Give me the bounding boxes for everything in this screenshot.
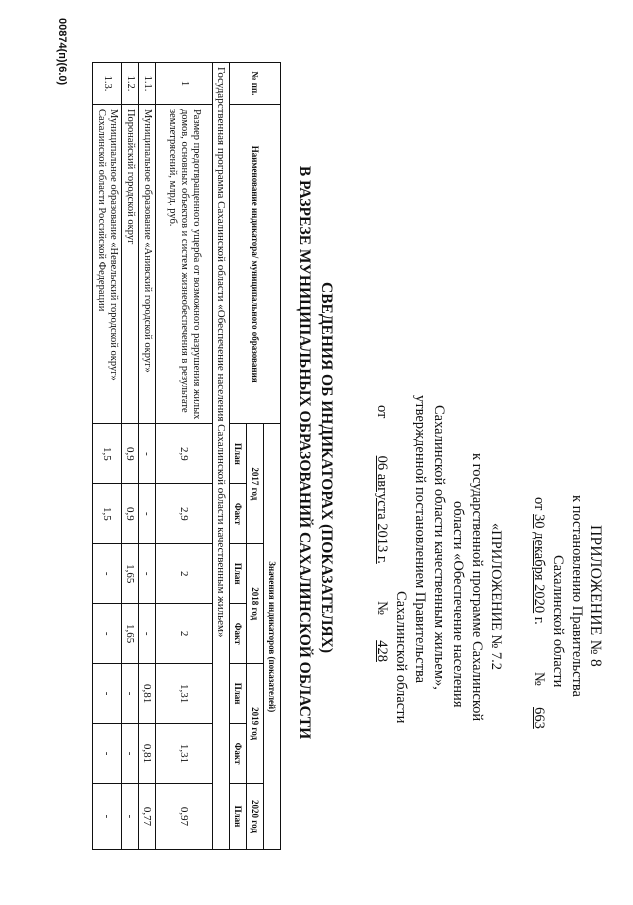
appendix-7-2-line: области «Обеспечение населения (450, 501, 466, 708)
appendix-7-2-block (372, 395, 505, 723)
appendix-8-line: Сахалинской области (550, 555, 566, 688)
value-cell: 1,65 (122, 544, 139, 604)
value-cell: 0,81 (139, 664, 156, 724)
value-cell: - (93, 783, 122, 849)
appendix-7-2-title: «ПРИЛОЖЕНИЕ № 7.2 (488, 523, 504, 671)
year-header: 2019 год (247, 664, 264, 784)
row-name-cell: Муниципальное образование «Анивский городской округ» (139, 104, 156, 424)
appendix-7-2-line: к государственной программе Сахалинской (469, 453, 485, 722)
value-cell: 1,5 (93, 424, 122, 484)
value-cell: 0,81 (139, 724, 156, 784)
appendix-7-2-date-line (372, 395, 391, 723)
column-header-values: Значения индикаторов (показателей) (264, 424, 281, 850)
column-header-name: Наименование индикатора/ муниципального образования (230, 104, 281, 424)
table-row (139, 63, 156, 850)
page-subtitle: В РАЗРЕЗЕ МУНИЦИПАЛЬНЫХ ОБРАЗОВАНИЙ САХАЛИНСКОЙ ОБЛАСТИ (296, 165, 313, 740)
value-cell: - (139, 484, 156, 544)
year-header: 2020 год (247, 783, 264, 849)
plan-header: План (230, 544, 247, 604)
fact-header: Факт (230, 724, 247, 784)
page-title: СВЕДЕНИЯ ОБ ИНДИКАТОРАХ (ПОКАЗАТЕЛЯХ) (318, 282, 335, 653)
program-number: 428 (374, 640, 390, 662)
value-cell: 0,9 (122, 424, 139, 484)
value-cell: - (139, 424, 156, 484)
indicators-table (92, 62, 281, 850)
fact-header: Факт (230, 484, 247, 544)
year-header: 2017 год (247, 424, 264, 544)
value-cell: 0,77 (139, 783, 156, 849)
decree-number: 663 (531, 707, 547, 729)
appendix-7-2-line: Сахалинской области (393, 591, 409, 724)
row-number-cell: 1.1. (139, 63, 156, 105)
decree-day: 30 (531, 514, 547, 529)
value-cell: - (139, 544, 156, 604)
value-cell: 2 (156, 544, 213, 604)
value-cell: 2,9 (156, 424, 213, 484)
year-header: 2018 год (247, 544, 264, 664)
table-header-row (264, 63, 281, 850)
value-cell: - (93, 664, 122, 724)
plan-header: План (230, 424, 247, 484)
value-cell: 1,5 (93, 484, 122, 544)
number-label: № (374, 601, 390, 615)
plan-header: План (230, 783, 247, 849)
table-row (122, 63, 139, 850)
value-cell: 0,9 (122, 484, 139, 544)
value-cell: - (122, 724, 139, 784)
row-number-cell: 1 (156, 63, 213, 105)
value-cell: - (93, 544, 122, 604)
document-code: 00874(п)(6.0) (56, 18, 68, 86)
row-number-cell: 1.2. (122, 63, 139, 105)
fact-header: Факт (230, 604, 247, 664)
row-name-cell: Размер предотвращенного ущерба от возможного разрушения жилых домов, основных объектов и систем жизнеобеспечения в результате землетрясений, млрд. руб. (156, 104, 213, 424)
row-name-cell: Муниципальное образование «Невельский городской округ» Сахалинской области Российской Федерации (93, 104, 122, 424)
table-row (156, 63, 213, 850)
value-cell: 1,31 (156, 724, 213, 784)
appendix-8-line: к постановлению Правительства (569, 495, 585, 697)
program-date: 06 августа 2013 г. (374, 455, 390, 564)
value-cell: 2 (156, 604, 213, 664)
column-header-no: № пп. (230, 63, 281, 105)
decree-month-year: декабря 2020 (531, 532, 547, 614)
appendix-8-title: ПРИЛОЖЕНИЕ № 8 (587, 525, 604, 668)
value-cell: - (139, 604, 156, 664)
table-body (93, 63, 213, 850)
program-name-cell: Государственная программа Сахалинской области «Обеспечение населения Сахалинской области качественным жильем» (213, 63, 230, 850)
appendix-8-date-line (529, 455, 548, 729)
year-suffix: г. (531, 616, 547, 625)
value-cell: - (122, 783, 139, 849)
value-cell: - (93, 724, 122, 784)
value-cell: 0,97 (156, 783, 213, 849)
value-cell: 1,31 (156, 664, 213, 724)
value-cell: 1,65 (122, 604, 139, 664)
table-row (93, 63, 122, 850)
appendix-7-2-line: утвержденной постановлением Правительства (412, 395, 428, 684)
plan-header: План (230, 664, 247, 724)
appendix-8-block (529, 455, 605, 729)
row-number-cell: 1.3. (93, 63, 122, 105)
program-row (213, 63, 230, 850)
number-label: № (531, 671, 547, 686)
from-label: от (531, 497, 547, 511)
value-cell: - (122, 664, 139, 724)
row-name-cell: Поронайский городской округ (122, 104, 139, 424)
value-cell: 2,9 (156, 484, 213, 544)
appendix-7-2-line: Сахалинской области качественным жильем», (431, 405, 447, 690)
value-cell: - (93, 604, 122, 664)
from-label: от (374, 405, 390, 419)
